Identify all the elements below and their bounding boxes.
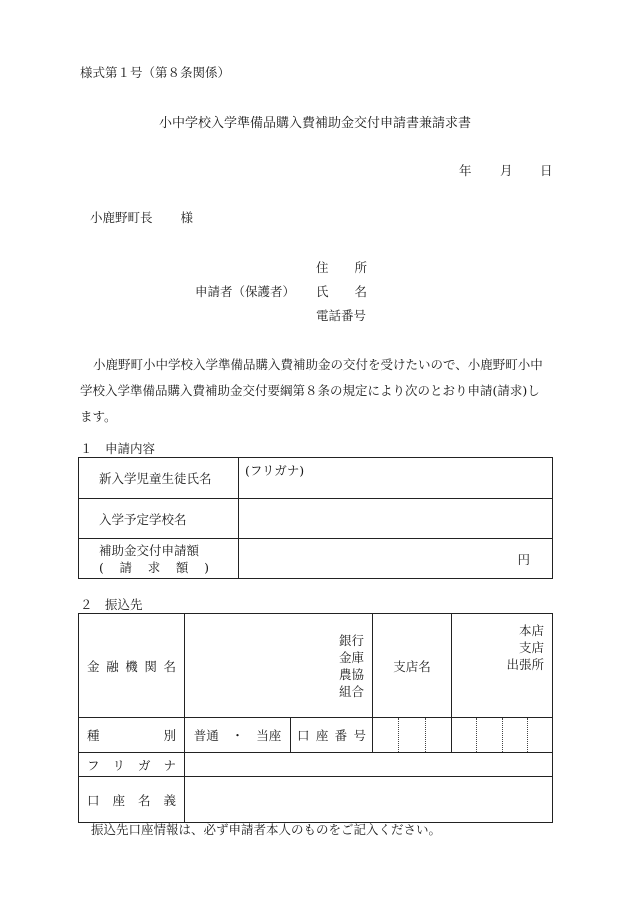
student-name-label: 新入学児童生徒氏名 <box>79 458 239 499</box>
branch-label: 支店名 <box>373 614 452 718</box>
institution-row <box>79 614 553 718</box>
branch-name-field[interactable]: 本店 支店 出張所 <box>452 614 553 718</box>
date-month-label: 月 <box>500 163 513 178</box>
amount-label: 補助金交付申請額 ( 請 求 額 ) <box>79 539 239 579</box>
addressee-name: 小鹿野町長 <box>90 210 153 225</box>
student-name-field[interactable] <box>239 458 553 499</box>
date-year-label: 年 <box>459 163 472 178</box>
account-holder-field[interactable] <box>185 777 553 823</box>
addressee-honorific: 様 <box>180 210 194 225</box>
institution-name-field[interactable]: 銀行 金庫 農協 組合 <box>185 614 373 718</box>
account-holder-row <box>79 777 553 823</box>
applicant-phone-label: 電話番号 <box>316 308 367 323</box>
request-statement: 小鹿野町小中学校入学準備品購入費補助金の交付を受けたいので、小鹿野町小中学校入学準備品購入費補助金交付要綱第８条の規定により次のとおり申請(請求)します。 <box>80 357 543 424</box>
account-digit-7[interactable] <box>528 718 553 753</box>
applicant-address-label: 住 所 <box>316 260 368 275</box>
account-type-row <box>79 718 553 753</box>
furigana-hint: (フリガナ) <box>245 463 305 478</box>
applicant-label: 申請者（保護者） <box>195 284 296 299</box>
student-name-row <box>79 458 553 499</box>
school-row <box>79 499 553 539</box>
institution-label: 金 融 機 関 名 <box>79 614 185 718</box>
account-digit-5[interactable] <box>477 718 503 753</box>
addressee <box>90 212 193 225</box>
furigana-label: フ リ ガ ナ <box>79 753 185 777</box>
application-table <box>78 457 553 579</box>
bank-info-note: 振込先口座情報は、必ず申請者本人のものをご記入ください。 <box>91 822 442 837</box>
date-day-label: 日 <box>540 163 553 178</box>
account-digit-6[interactable] <box>503 718 528 753</box>
amount-row <box>79 539 553 579</box>
furigana-row <box>79 753 553 777</box>
account-type-options[interactable]: 普通 ・ 当座 <box>185 718 291 753</box>
form-number: 様式第１号（第８条関係） <box>80 65 231 80</box>
school-field[interactable] <box>239 499 553 539</box>
form-title: 小中学校入学準備品購入費補助金交付申請書兼請求書 <box>158 116 471 131</box>
yen-unit: 円 <box>517 551 530 567</box>
account-type-label: 種 別 <box>79 718 185 753</box>
applicant-name-label: 氏 名 <box>316 284 368 299</box>
account-number-label: 口 座 番 号 <box>291 718 373 753</box>
account-digit-4[interactable] <box>452 718 477 753</box>
account-holder-label: 口 座 名 義 <box>79 777 185 823</box>
furigana-field[interactable] <box>185 753 553 777</box>
section-2-heading: ２ 振込先 <box>80 597 143 612</box>
section-1-heading: １ 申請内容 <box>80 441 156 456</box>
bank-account-table <box>78 613 553 823</box>
school-label: 入学予定学校名 <box>79 499 239 539</box>
account-digits-a[interactable] <box>373 718 452 753</box>
amount-field[interactable] <box>239 539 553 579</box>
